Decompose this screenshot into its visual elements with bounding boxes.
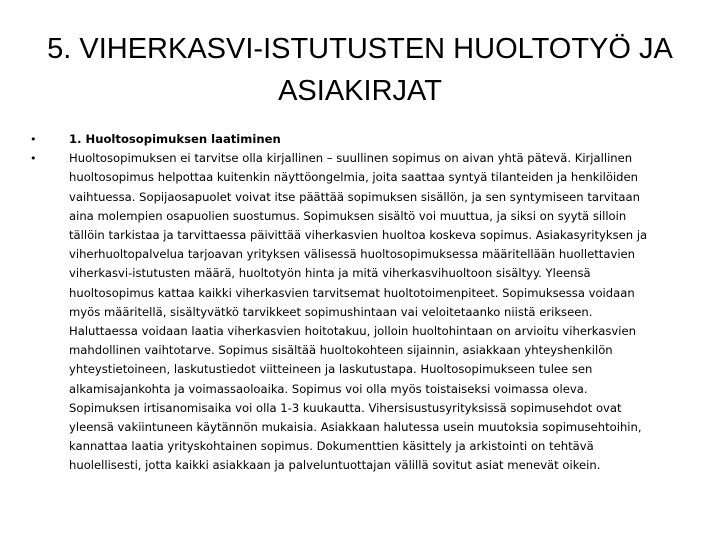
section-heading: 1. Huoltosopimuksen laatiminen [69,132,281,146]
bullet-dot-icon: • [30,152,37,166]
bullet-list [30,130,690,476]
slide-title: 5. VIHERKASVI-ISTUTUSTEN HUOLTOTYÖ JA ASIAKIRJAT [47,33,673,107]
bullet-item-heading [30,130,690,149]
bullet-dot-icon: • [30,133,37,146]
bullet-item-body [30,149,690,475]
body-paragraph: Huoltosopimuksen ei tarvitse olla kirjallinen – suullinen sopimus on aivan yhtä pätevä. Kirjallinen huoltosopimus helpottaa kuitenkin näyttöongelmia, joita saattaa syntyä tilanteiden ja henkilöiden vaihtuessa. Sopijaosapuolet voivat itse päättää sopimuksen sisällön, ja sen syntymiseen tarvitaan aina molempien osapuolien suostumus. Sopimuksen sisältö voi muuttua, ja siksi on syytä silloin tällöin tarkistaa ja tarvittaessa päivittää viherkasvien huoltoa koskeva sopimus. Asiakasyrityksen ja viherhuoltopalvelua tarjoavan yrityksen välisessä huoltosopimuksessa määritellään huollettavien viherkasvi-istutusten määrä, huoltotyön hinta ja mitä viherkasvihuoltoon sisältyy. Yleensä huoltosopimus kattaa kaikki viherkasvien tarvitsemat huoltotoimenpiteet. Sopimuksessa voidaan myös määritellä, sisältyvätkö tarvikkeet sopimushintaan vai veloitetaanko niistä erikseen. Haluttaessa voidaan laatia viherkasvien hoitotakuu, jolloin huoltohintaan on arvioitu viherkasvien mahdollinen vaihtotarve. Sopimus sisältää huoltokohteen sijainnin, asiakkaan yhteyshenkilön yhteystietoineen, laskutustiedot viitteineen ja laskutustapa. Huoltosopimukseen tulee sen alkamisajankohta ja voimassaoloaika. Sopimus voi olla myös toistaiseksi voimassa oleva. Sopimuksen irtisanomisaika voi olla 1-3 kuukautta. Vihersisustusyrityksissä sopimusehdot ovat yleensä vakiintuneen käytännön mukaisia. Asiakkaan halutessa usein muutoksia sopimusehtoihin, kannattaa laatia yrityskohtainen sopimus. Dokumenttien käsittely ja arkistointi on tehtävä huolellisesti, jotta kaikki asiakkaan ja palveluntuottajan välillä sovitut asiat menevät oikein. [69,151,648,473]
